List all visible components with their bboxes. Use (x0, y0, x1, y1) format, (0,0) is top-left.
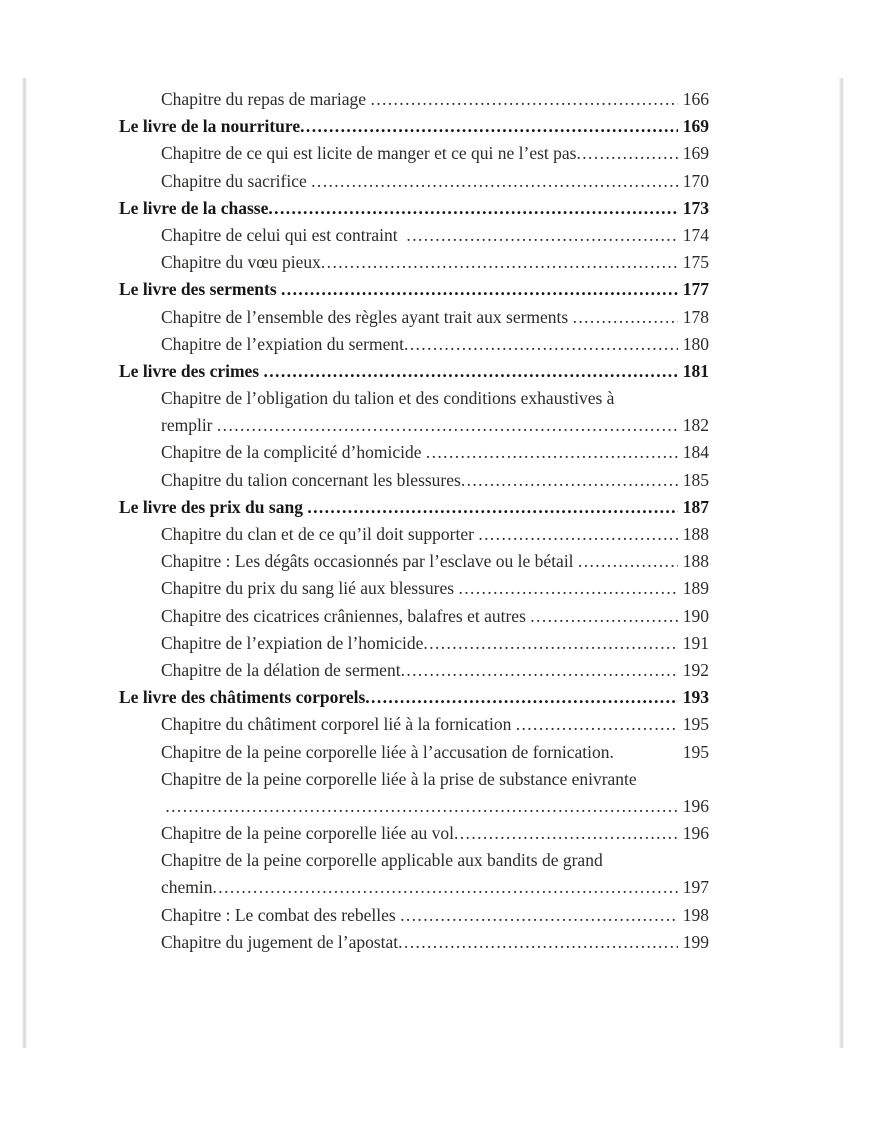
dot-leader (516, 711, 678, 738)
toc-entry-title: Le livre des serments (119, 279, 282, 300)
toc-page-number: 185 (682, 469, 709, 490)
toc-page-number: 196 (682, 823, 709, 844)
dot-leader (268, 195, 677, 222)
toc-entry-title: Chapitre du clan et de ce qu’il doit supporter (161, 524, 479, 544)
dot-leader (398, 929, 678, 956)
toc-entry-chapter (119, 929, 709, 956)
toc-entry-chapter (119, 902, 709, 929)
page-right-edge (839, 78, 844, 1048)
toc-page-number: 181 (682, 360, 709, 381)
toc-entry-title: remplir (161, 415, 217, 436)
dot-leader (530, 603, 677, 630)
dot-leader (576, 140, 677, 167)
toc-entry-title: Chapitre du repas de mariage (161, 89, 371, 109)
toc-page-number: 195 (682, 714, 709, 735)
dot-leader (217, 412, 678, 439)
toc-page-number: 192 (682, 659, 709, 680)
toc-entry-title: Chapitre de la peine corporelle liée à la prise de substance enivrante (161, 768, 637, 789)
toc-entry-chapter (119, 739, 709, 766)
toc-entry-title: Le livre des crimes (119, 360, 264, 381)
toc-entry-chapter (119, 630, 709, 657)
toc-page-number: 196 (682, 795, 709, 816)
toc-entry-chapter (119, 168, 709, 195)
dot-leader (478, 521, 677, 548)
dot-leader (213, 874, 678, 901)
toc-page-number: 184 (682, 442, 709, 463)
toc-page-number: 178 (682, 306, 709, 327)
toc-page-number: 188 (682, 551, 709, 572)
toc-entry-title: Le livre de la nourriture (119, 116, 301, 137)
toc-entry-book (119, 113, 709, 140)
dot-leader (401, 657, 678, 684)
dot-leader (578, 548, 678, 575)
toc-page-number: 198 (682, 904, 709, 925)
toc-entry-title: Chapitre de la délation de serment (161, 659, 401, 680)
toc-entry-chapter (119, 711, 709, 738)
toc-entry-book (119, 276, 709, 303)
toc-page-number: 169 (682, 116, 709, 137)
toc-entry-title: Chapitre du talion concernant les blessures (161, 469, 461, 490)
toc-entry-chapter (119, 412, 709, 439)
toc-entry-book (119, 358, 709, 385)
toc-page-number: 166 (682, 89, 709, 109)
toc-entry-title: Chapitre du vœu pieux (161, 252, 321, 273)
toc-entry-title: Chapitre de l’ensemble des règles ayant trait aux serments (161, 306, 573, 327)
toc-entry-chapter (119, 603, 709, 630)
dot-leader (573, 304, 678, 331)
toc-entry-chapter (119, 439, 709, 466)
toc-entry-chapter (119, 222, 709, 249)
toc-page-number: 177 (682, 279, 709, 300)
toc-entry-title: Chapitre des cicatrices crâniennes, balafres et autres (161, 605, 531, 626)
dot-leader (321, 249, 678, 276)
toc-entry-chapter (119, 467, 709, 494)
toc-entry-chapter (119, 548, 709, 575)
toc-page-number: 174 (682, 224, 709, 245)
toc-page-number: 190 (682, 605, 709, 626)
toc-entry-book (119, 494, 709, 521)
toc-entry-chapter (119, 140, 709, 167)
toc-entry-title: Le livre de la chasse (119, 197, 269, 218)
dot-leader (400, 902, 678, 929)
toc-entry-title: Chapitre de la peine corporelle liée au vol (161, 823, 454, 844)
toc-entry-title: Le livre des châtiments corporels (119, 687, 366, 708)
toc-entry-title: Chapitre de la peine corporelle liée à l’accusation de fornication. (161, 741, 614, 762)
toc-entry-book (119, 195, 709, 222)
toc-entry-chapter (119, 766, 709, 793)
toc-entry-chapter (119, 304, 709, 331)
toc-entry-book (119, 684, 709, 711)
toc-entry-title: Chapitre du sacrifice (161, 170, 312, 191)
dot-leader (311, 168, 678, 195)
dot-leader (461, 467, 678, 494)
toc-entry-chapter (119, 521, 709, 548)
toc-entry-title: Chapitre de la complicité d’homicide (161, 442, 426, 463)
toc-page-number: 180 (682, 333, 709, 354)
toc-entry-title: Chapitre du jugement de l’apostat (161, 931, 399, 952)
toc-entry-chapter (119, 86, 709, 113)
toc-page-number: 193 (682, 687, 709, 708)
toc-page-number: 170 (682, 170, 709, 191)
toc-entry-chapter (119, 874, 709, 901)
toc-entry-chapter (119, 820, 709, 847)
toc-entry-title: Le livre des prix du sang (119, 496, 308, 517)
dot-leader (165, 793, 677, 820)
dot-leader (423, 630, 677, 657)
toc-page-number: 175 (682, 252, 709, 273)
toc-entry-title: Chapitre de l’obligation du talion et des conditions exhaustives à (161, 388, 615, 409)
dot-leader (426, 439, 678, 466)
dot-leader (307, 494, 677, 521)
toc-entry-title: Chapitre de l’expiation du serment (161, 333, 404, 354)
toc-entry-title: Chapitre : Les dégâts occasionnés par l’esclave ou le bétail (161, 551, 578, 572)
toc-entry-title: Chapitre de celui qui est contraint (161, 224, 407, 245)
toc-page-number: 187 (682, 496, 709, 517)
toc-entry-title: Chapitre : Le combat des rebelles (161, 904, 401, 925)
toc-page-number: 173 (682, 197, 709, 218)
toc-entry-title: Chapitre de la peine corporelle applicable aux bandits de grand (161, 850, 603, 871)
toc-page-number: 197 (682, 877, 709, 898)
toc-entry-chapter (119, 331, 709, 358)
toc-page-number: 195 (682, 741, 709, 762)
toc-page-number: 191 (682, 632, 709, 653)
toc-page-number: 169 (682, 143, 709, 164)
toc-entry-chapter (119, 793, 709, 820)
toc-page-number: 188 (682, 524, 709, 544)
page-left-edge (22, 78, 27, 1048)
dot-leader (406, 222, 677, 249)
toc-entry-title: Chapitre de ce qui est licite de manger et ce qui ne l’est pas (161, 143, 577, 164)
toc-list (119, 86, 709, 956)
toc-entry-title: Chapitre du châtiment corporel lié à la fornication (161, 714, 516, 735)
dot-leader (454, 820, 678, 847)
toc-entry-title: Chapitre du prix du sang lié aux blessures (161, 578, 459, 599)
dot-leader (365, 684, 677, 711)
toc-page-number: 182 (682, 415, 709, 436)
toc-entry-chapter (119, 385, 709, 412)
dot-leader (404, 331, 678, 358)
toc-entry-title: Chapitre de l’expiation de l’homicide (161, 632, 424, 653)
toc-entry-chapter (119, 847, 709, 874)
toc-entry-chapter (119, 657, 709, 684)
dot-leader (300, 113, 678, 140)
toc-page-number: 189 (682, 578, 709, 599)
dot-leader (458, 575, 677, 602)
dot-leader (264, 358, 678, 385)
toc-entry-chapter (119, 249, 709, 276)
toc-entry-title: chemin (161, 877, 213, 898)
dot-leader (370, 86, 677, 113)
toc-page-number: 199 (682, 931, 709, 952)
toc-entry-chapter (119, 575, 709, 602)
dot-leader (281, 276, 678, 303)
